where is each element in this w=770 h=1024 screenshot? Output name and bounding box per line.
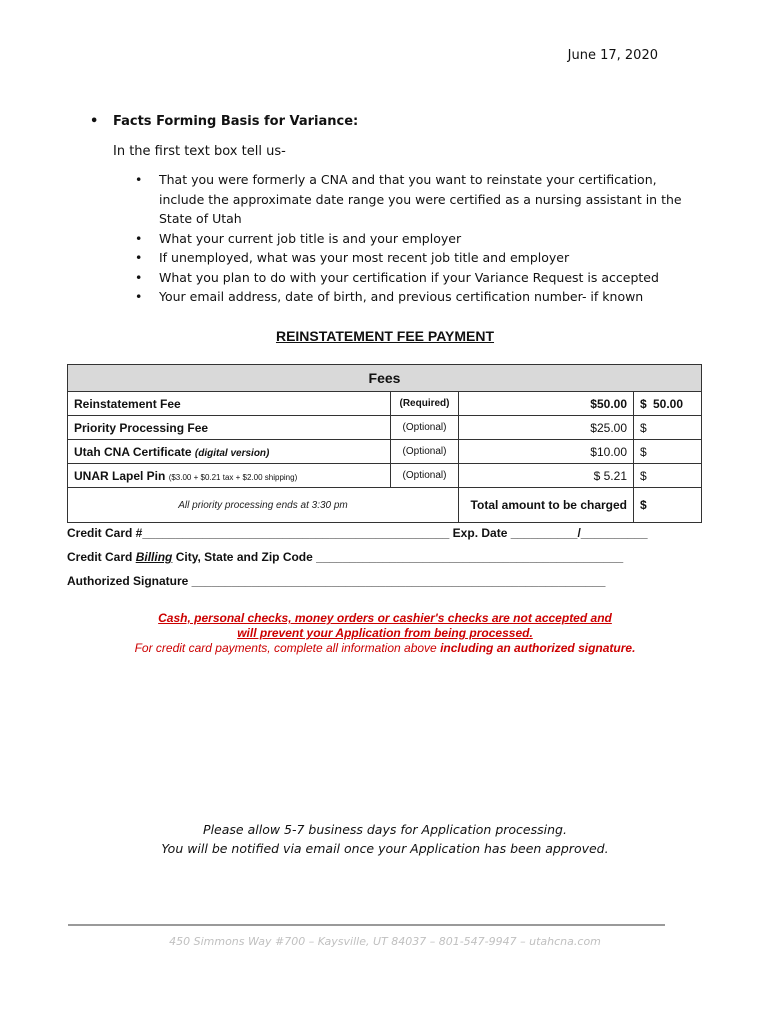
table-header: Fees [68,365,702,392]
fee-requirement: (Optional) [391,416,459,440]
dollar-sign: $ [640,444,647,459]
fee-requirement: (Optional) [391,464,459,488]
facts-heading [90,114,358,129]
fee-name-text: UNAR Lapel Pin [74,468,166,483]
approval-note: You will be notified via email once your Application has been approved. [161,841,609,856]
fee-amount: $50.00 [459,392,634,416]
credit-card-field[interactable]: Credit Card #______________________________________________ Exp. Date __________/__________ [67,526,648,540]
fee-note: (digital version) [194,447,270,459]
dollar-sign: $ [640,420,647,435]
dollar-sign: $ [640,498,647,512]
notice-line-3 [0,641,770,655]
list-item: • What you plan to do with your certification if your Variance Request is accepted [135,268,695,288]
fee-amount: $ 5.21 [459,464,634,488]
footer-divider [68,924,665,926]
fee-note: ($3.00 + $0.21 tax + $2.00 shipping) [168,472,298,482]
fee-name [68,392,391,416]
table-row [68,440,702,464]
notice-line-2: will prevent your Application from being processed. [237,626,533,640]
signature-field[interactable]: Authorized Signature ______________________________________________________________ [67,574,606,588]
table-row [68,392,702,416]
list-item: • That you were formerly a CNA and that you want to reinstate your certification, include the approximate date range you were certified as a nursing assistant in the State of Utah [135,170,695,229]
notice-line-1: Cash, personal checks, money orders or cashier's checks are not accepted and [158,611,612,625]
fee-name [68,464,391,488]
document-date: June 17, 2020 [567,48,658,63]
facts-list [135,170,695,307]
fee-charged-cell[interactable] [634,464,702,488]
fee-amount: $25.00 [459,416,634,440]
table-header-row [68,365,702,392]
notice-line-3-emphasis: including an authorized signature. [440,641,636,655]
billing-word: Billing [135,550,173,564]
list-item: • What your current job title is and your employer [135,229,695,249]
table-row [68,416,702,440]
billing-suffix: City, State and Zip Code ______________________________________________ [172,550,624,564]
fee-requirement: (Required) [391,392,459,416]
notice-line-3-text: For credit card payments, complete all information above [134,641,441,655]
fee-amount: $10.00 [459,440,634,464]
list-item: • Your email address, date of birth, and previous certification number- if known [135,287,695,307]
total-label: Total amount to be charged [459,488,634,523]
list-item: • If unemployed, what was your most recent job title and employer [135,248,695,268]
table-row [68,464,702,488]
processing-note: Please allow 5-7 business days for Application processing. [203,822,567,837]
section-title-text: REINSTATEMENT FEE PAYMENT [275,328,495,344]
facts-intro: In the first text box tell us- [113,144,286,159]
billing-prefix: Credit Card [67,550,136,564]
fee-charged-cell[interactable] [634,392,702,416]
bullet-icon: • [90,114,99,129]
dollar-sign: $ [640,396,647,411]
fees-table [67,364,702,523]
fee-name [68,440,391,464]
dollar-sign: $ [640,468,647,483]
fee-name-text: Reinstatement Fee [74,396,181,411]
total-charged-cell[interactable] [634,488,702,523]
priority-note: All priority processing ends at 3:30 pm [68,488,459,523]
charged-value: 50.00 [652,396,683,411]
footer-address: 450 Simmons Way #700 – Kaysville, UT 84037 – 801-547-9947 – utahcna.com [169,935,601,948]
fee-charged-cell[interactable] [634,440,702,464]
section-title [0,328,770,344]
fee-name: Priority Processing Fee [68,416,391,440]
billing-address-field[interactable] [67,550,623,564]
facts-heading-text: Facts Forming Basis for Variance: [113,114,359,129]
table-row [68,488,702,523]
fee-requirement: (Optional) [391,440,459,464]
fee-charged-cell[interactable] [634,416,702,440]
fee-name-text: Utah CNA Certificate [74,444,192,459]
